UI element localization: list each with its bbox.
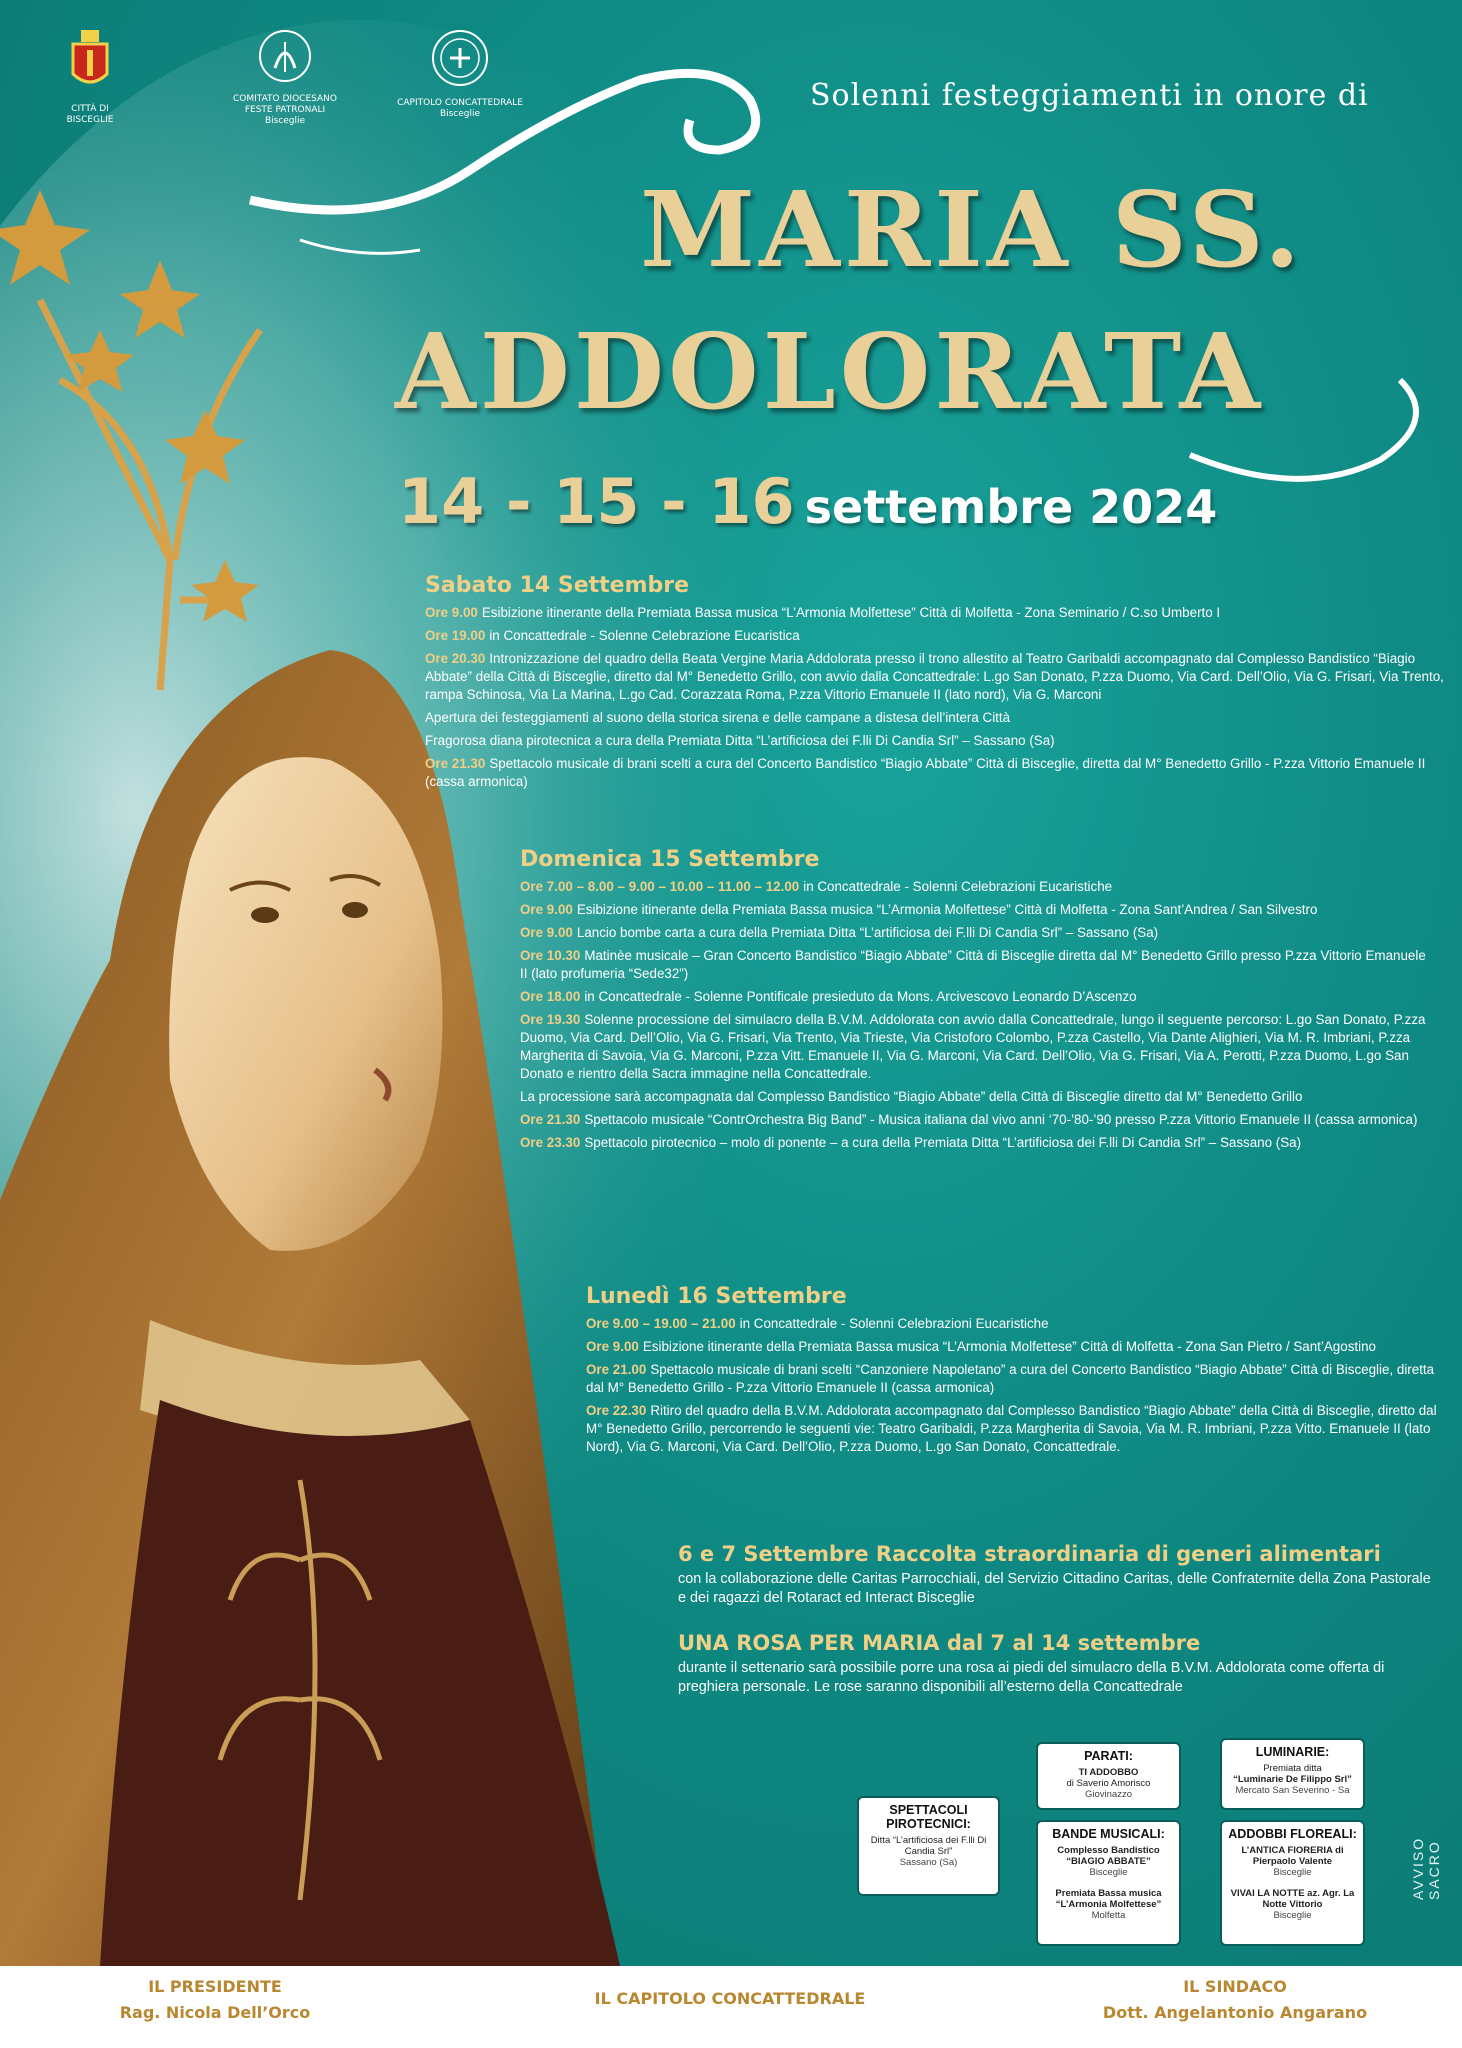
- chapter-logo-line1: CAPITOLO CONCATTEDRALE: [397, 98, 523, 108]
- event-item: Ore 22.30 Ritiro del quadro della B.V.M. Addolorata accompagnato dal Complesso Bandistico “Biagio Abbate” della Città di Bisceglie, diretto dal M° Benedetto Grillo, percorrendo le seguenti vie: Teatro Garibaldi, P.zza Margherita di Savoia, Via M. R. Imbriani, P.zza Vitto. Emanuele II (lato Nord), Via G. Marconi, Via Card. Dell’Olio, P.zza Duomo, L.go San Donato, Concattedrale.: [586, 1403, 1437, 1454]
- chapter-logo-line2: Bisceglie: [439, 109, 481, 119]
- event-item: Ore 19.30 Solenne processione del simulacro della B.V.M. Addolorata con avvio dalla Concattedrale, lungo il seguente percorso: L.go San Donato, P.zza Duomo, Via Card. Dell’Olio, Via G. Frisari, Via Trento, Via Trieste, Via Cristoforo Colombo, P.zza Castello, Via Dante Alighieri, Via M. R. Imbriani, P.zza Margherita di Savoia, Via G. Marconi, P.zza Vitt. Emanuele II, Via G. Marconi, Via Card. Dell’Olio, Via G. Frisari, Via A. Perotti, P.zza Duomo, L.go San Donato e rientro della Sacra immagine nella Concattedrale.: [520, 1012, 1426, 1081]
- event-item: Fragorosa diana pirotecnica a cura della Premiata Ditta “L’artificiosa dei F.lli Di Candia Srl” – Sassano (Sa): [425, 733, 1055, 748]
- day-saturday: [425, 573, 1445, 796]
- event-item: Ore 21.30 Spettacolo musicale di brani scelti a cura del Concerto Bandistico “Biagio Abbate” Città di Bisceglie, diretta dal M° Benedetto Grillo - P.zza Vittorio Emanuele II (cassa armonica): [425, 756, 1426, 789]
- signature-president: IL PRESIDENTE Rag. Nicola Dell’Orco: [119, 1977, 311, 2022]
- signature-footer: [0, 1966, 1462, 2048]
- logo-strip: [40, 28, 560, 138]
- sponsor-box-luminarie: LUMINARIE: Premiata ditta “Luminarie De Filippo Srl” Mercato San Severino - Sa: [1220, 1738, 1365, 1810]
- notice-text: durante il settenario sarà possibile porre una rosa ai piedi del simulacro della B.V.M. Addolorata come offerta di preghiera personale. Le rose saranno disponibili all’esterno della Concattedrale: [678, 1660, 1385, 1695]
- event-item: Ore 9.00 Esibizione itinerante della Premiata Bassa musica “L’Armonia Molfettese” Città di Molfetta - Zona Sant’Andrea / San Silvestro: [520, 902, 1318, 917]
- event-dates: [398, 465, 1217, 538]
- event-item: Ore 21.00 Spettacolo musicale di brani scelti “Canzoniere Napoletano” a cura del Concerto Bandistico “Biagio Abbate” Città di Bisceglie, diretta dal M° Benedetto Grillo - P.zza Vittorio Emanuele II (cassa armonica): [586, 1362, 1435, 1395]
- signature-mayor: IL SINDACO Dott. Angelantonio Angarano: [1102, 1977, 1368, 2022]
- notice-title: 6 e 7 Settembre Raccolta straordinaria di generi alimentari: [678, 1542, 1381, 1566]
- sponsor-box-fireworks: SPETTACOLI PIROTECNICI: Ditta “L’artificiosa dei F.lli Di Candia Srl” Sassano (Sa): [857, 1796, 1000, 1896]
- city-logo: [40, 28, 140, 126]
- event-item: Ore 21.30 Spettacolo musicale “ContrOrchestra Big Band” - Musica italiana dal vivo anni ‘70-’80-’90 presso P.zza Vittorio Emanuele II (cassa armonica): [520, 1112, 1418, 1127]
- event-item: La processione sarà accompagnata dal Complesso Bandistico “Biagio Abbate” della Città di Bisceglie diretto dal M° Benedetto Grillo: [520, 1089, 1303, 1104]
- city-logo-line1: CITTÀ DI: [71, 104, 109, 114]
- rose-for-maria-notice: [678, 1631, 1438, 1697]
- diocesan-committee-icon: [210, 28, 360, 88]
- sponsor-box-floral: ADDOBBI FLOREALI: L’ANTICA FIORERIA di Pierpaolo Valente Bisceglie VIVAI LA NOTTE az. Agr. La Notte Vittorio Bisceglie: [1220, 1820, 1365, 1946]
- day-title: Domenica 15 Settembre: [520, 847, 820, 872]
- event-item: Ore 18.00 in Concattedrale - Solenne Pontificale presieduto da Mons. Arcivescovo Leonardo D’Ascenzo: [520, 989, 1137, 1004]
- sponsor-box-bands: BANDE MUSICALI: Complesso Bandistico “BIAGIO ABBATE” Bisceglie Premiata Bassa musica “L’Armonia Molfettese” Molfetta: [1036, 1820, 1181, 1946]
- event-item: Ore 9.00 Esibizione itinerante della Premiata Bassa musica “L’Armonia Molfettese” Città di Molfetta - Zona Seminario / C.so Umberto I: [425, 605, 1221, 620]
- event-item: Ore 7.00 – 8.00 – 9.00 – 10.00 – 11.00 – 12.00 in Concattedrale - Solenni Celebrazioni Eucaristiche: [520, 879, 1113, 894]
- event-item: Ore 9.00 Esibizione itinerante della Premiata Bassa musica “L’Armonia Molfettese” Città di Molfetta - Zona San Pietro / Sant’Agostino: [586, 1339, 1376, 1354]
- committee-logo-line1: COMITATO DIOCESANO: [233, 94, 337, 104]
- notice-text: con la collaborazione delle Caritas Parrocchiali, del Servizio Cittadino Caritas, delle Confraternite della Zona Pastorale e dei ragazzi del Rotaract ed Interact Bisceglie: [678, 1571, 1431, 1606]
- event-item: Apertura dei festeggiamenti al suono della storica sirena e delle campane a distesa dell’intera Città: [425, 710, 1011, 725]
- signature-chapter: IL CAPITOLO CONCATTEDRALE: [594, 1989, 866, 2008]
- title-line-2: ADDOLORATA: [395, 310, 1265, 433]
- day-title: Lunedì 16 Settembre: [586, 1284, 847, 1309]
- event-item: Ore 10.30 Matinèe musicale – Gran Concerto Bandistico “Biagio Abbate” Città di Bisceglie diretta dal M° Benedetto Grillo presso P.zza Vittorio Emanuele II (lato profumeria “Sede32”): [520, 948, 1426, 981]
- event-item: Ore 23.30 Spettacolo pirotecnico – molo di ponente – a cura della Premiata Ditta “L’artificiosa dei F.lli Di Candia Srl” – Sassano (Sa): [520, 1135, 1302, 1150]
- committee-logo-line3: Bisceglie: [264, 116, 306, 126]
- event-item: Ore 9.00 Lancio bombe carta a cura della Premiata Ditta “L’artificiosa dei F.lli Di Candia Srl” – Sassano (Sa): [520, 925, 1159, 940]
- event-item: Ore 20.30 Intronizzazione del quadro della Beata Vergine Maria Addolorata presso il trono allestito al Teatro Garibaldi accompagnato dal Complesso Bandistico “Biagio Abbate” della Città di Bisceglie, diretto dal M° Benedetto Grillo, con avvio dalla Concattedrale: L.go San Donato, P.zza Duomo, Via Card. Dell’Olio, Via G. Frisari, Via Trento, rampa Schinosa, Via La Marina, L.go Cad. Corazzata Roma, P.zza Vittorio Emanuele II (lato nord), Via G. Marconi: [425, 651, 1444, 702]
- food-collection-notice: [678, 1542, 1438, 1608]
- event-subtitle: Solenni festeggiamenti in onore di: [810, 78, 1369, 113]
- day-monday: [586, 1284, 1438, 1461]
- dates-month-year: settembre 2024: [804, 480, 1218, 534]
- committee-logo-line2: FESTE PATRONALI: [244, 105, 326, 115]
- city-crest-icon: [40, 28, 140, 98]
- day-sunday: [520, 847, 1435, 1157]
- event-item: Ore 9.00 – 19.00 – 21.00 in Concattedrale - Solenni Celebrazioni Eucaristiche: [586, 1316, 1049, 1331]
- title-line-1: MARIA SS.: [640, 168, 1305, 291]
- avviso-sacro-label: AVVISO SACRO: [1410, 1836, 1442, 1900]
- cathedral-chapter-seal-icon: [385, 28, 535, 92]
- sponsor-box-parati: PARATI: TI ADDOBBO di Saverio Amorisco Giovinazzo: [1036, 1742, 1181, 1810]
- city-logo-line2: BISCEGLIE: [66, 115, 114, 125]
- dates-numbers: 14 - 15 - 16: [398, 465, 795, 538]
- event-item: Ore 19.00 in Concattedrale - Solenne Celebrazione Eucaristica: [425, 628, 800, 643]
- notice-title: UNA ROSA PER MARIA dal 7 al 14 settembre: [678, 1631, 1201, 1655]
- chapter-logo: [385, 28, 535, 120]
- committee-logo: [210, 28, 360, 127]
- day-title: Sabato 14 Settembre: [425, 573, 690, 598]
